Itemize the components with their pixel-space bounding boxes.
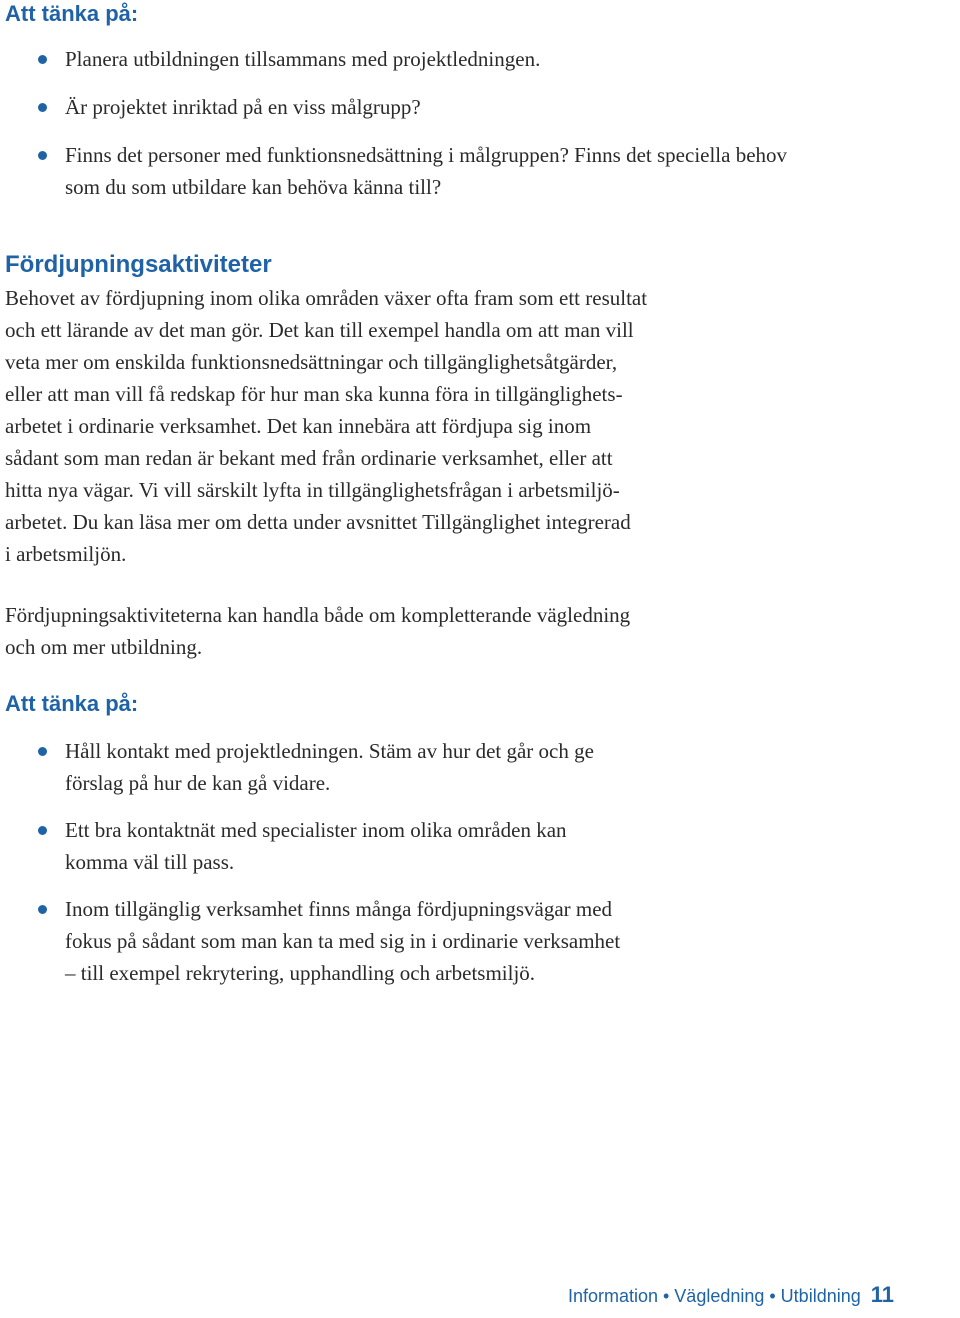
- text-line: Fördjupningsaktiviteterna kan handla både om kompletterande vägledning: [5, 603, 631, 627]
- body-paragraph: [5, 599, 935, 663]
- bullet-icon: [38, 151, 47, 160]
- text-line: i arbetsmiljön.: [5, 542, 127, 566]
- list-item-line: Håll kontakt med projektledningen. Stäm av hur det går och ge: [65, 739, 594, 763]
- page-number: 11: [870, 1282, 894, 1307]
- list-item: [38, 893, 938, 989]
- text-line: sådant som man redan är bekant med från ordinarie verksamhet, eller att: [5, 446, 613, 470]
- text-line: arbetet i ordinarie verksamhet. Det kan innebära att fördjupa sig inom: [5, 414, 592, 438]
- text-line: och om mer utbildning.: [5, 635, 203, 659]
- section-heading: Att tänka på:: [5, 1, 139, 26]
- list-item-text: Planera utbildningen tillsammans med projektledningen.: [65, 47, 541, 71]
- section-heading: Fördjupningsaktiviteter: [5, 251, 272, 278]
- bullet-icon: [38, 826, 47, 835]
- text-line: hitta nya vägar. Vi vill särskilt lyfta in tillgänglighetsfrågan i arbetsmiljö-: [5, 478, 620, 502]
- list-item: [38, 91, 938, 123]
- bullet-icon: [38, 905, 47, 914]
- bullet-icon: [38, 55, 47, 64]
- bullet-list: [38, 43, 938, 203]
- list-item-line: Inom tillgänglig verksamhet finns många fördjupningsvägar med: [65, 897, 613, 921]
- list-item: [38, 43, 938, 75]
- list-item: [38, 814, 938, 878]
- text-line: Behovet av fördjupning inom olika områden växer ofta fram som ett resultat: [5, 286, 648, 310]
- list-item-line: Ett bra kontaktnät med specialister inom olika områden kan: [65, 818, 567, 842]
- footer-text: Information • Vägledning • Utbildning: [567, 1286, 861, 1306]
- list-item: [38, 735, 938, 799]
- list-item-line: fokus på sådant som man kan ta med sig in i ordinarie verksamhet: [65, 929, 621, 953]
- list-item-text: Finns det personer med funktionsnedsättning i målgruppen? Finns det speciella behov som du som utbildare kan behöva känna till?: [65, 143, 788, 199]
- page-footer: [568, 1282, 894, 1309]
- bullet-list: [38, 735, 938, 989]
- bullet-icon: [38, 747, 47, 756]
- bullet-icon: [38, 103, 47, 112]
- list-item-text: Är projektet inriktad på en viss målgrupp?: [65, 95, 421, 119]
- body-paragraph: [5, 282, 935, 570]
- list-item-line: förslag på hur de kan gå vidare.: [65, 771, 331, 795]
- section-heading: Att tänka på:: [5, 691, 139, 716]
- text-line: veta mer om enskilda funktionsnedsättningar och tillgänglighetsåtgärder,: [5, 350, 618, 374]
- text-line: eller att man vill få redskap för hur man ska kunna föra in tillgänglighets-: [5, 382, 623, 406]
- list-item: [38, 139, 795, 203]
- text-line: arbetet. Du kan läsa mer om detta under avsnittet Tillgänglighet integrerad: [5, 510, 631, 534]
- text-line: och ett lärande av det man gör. Det kan till exempel handla om att man vill: [5, 318, 634, 342]
- list-item-line: komma väl till pass.: [65, 850, 235, 874]
- list-item-line: – till exempel rekrytering, upphandling och arbetsmiljö.: [65, 961, 536, 985]
